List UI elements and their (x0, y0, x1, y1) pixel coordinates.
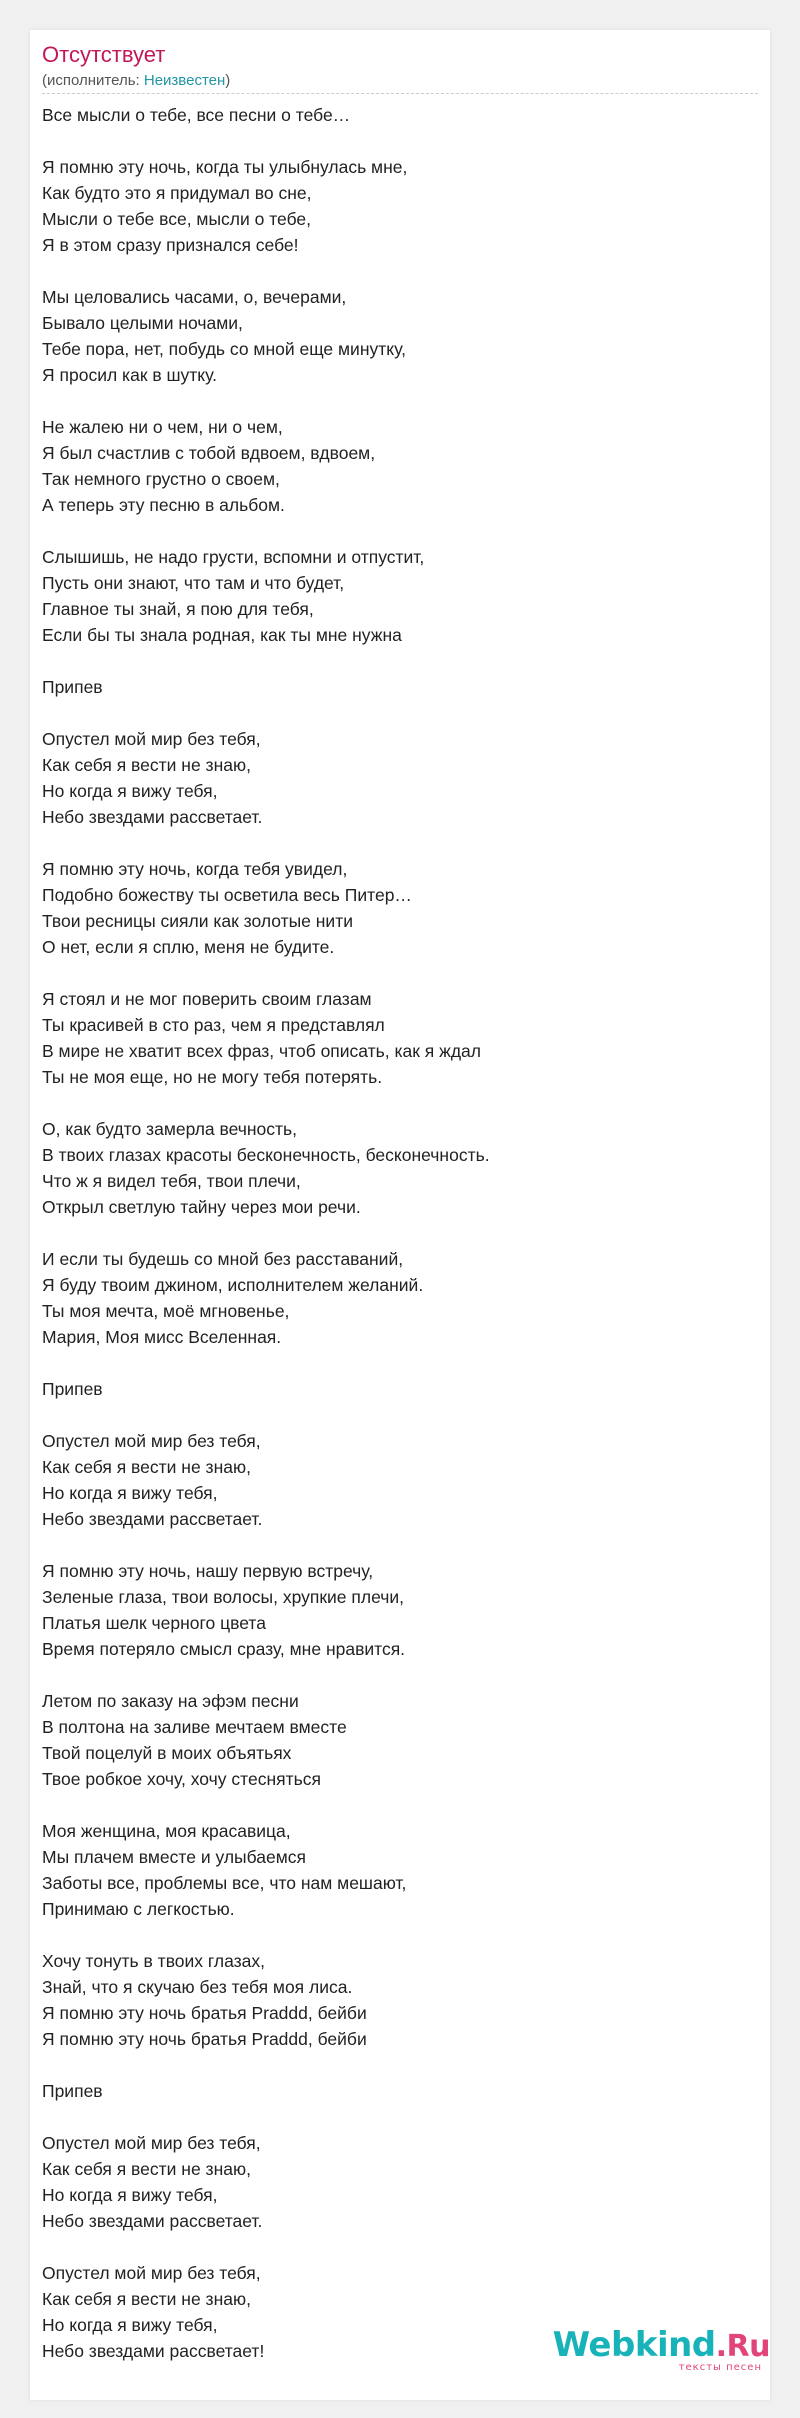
artist-suffix: ) (225, 72, 231, 89)
lyrics-card (30, 30, 770, 2400)
artist-link[interactable]: Неизвестен (143, 72, 226, 89)
song-title: Отсутствует (42, 42, 166, 67)
header-divider (42, 93, 758, 94)
logo-wordmark (552, 2325, 770, 2365)
logo-tagline: тексты песен (678, 2362, 762, 2373)
artist-line (42, 72, 230, 89)
logo-tld: .Ru (715, 2329, 770, 2364)
lyrics-text: Все мысли о тебе, все песни о тебе… Я помню эту ночь, когда ты улыбнулась мне, Как будто это я придумал во сне, Мысли о тебе все, мысли о тебе, Я в этом сразу признался себе! Мы целовались часами, о, вечерами, Бывало целыми ночами, Тебе пора, нет, побудь со мной еще минутку, Я просил как в шутку. Не жалею ни о чем, ни о чем, Я был счастлив с тобой вдвоем, вдвоем, Так немного грустно о своем, А теперь эту песню в альбом. Слышишь, не надо грусти, вспомни и отпустит, Пусть они знают, что там и что будет, Главное ты знай, я пою для тебя, Если бы ты знала родная, как ты мне нужна Припев Опустел мой мир без тебя, Как себя я вести не знаю, Но когда я вижу тебя, Небо звездами рассветает. Я помню эту ночь, когда тебя увидел, Подобно божеству ты осветила весь Питер… Твои ресницы сияли как золотые нити О нет, если я сплю, меня не будите. Я стоял и не мог поверить своим глазам Ты красивей в сто раз, чем я представлял В мире не хватит всех фраз, чтоб описать, как я ждал Ты не моя еще, но не могу тебя потерять. О, как будто замерла вечность, В твоих глазах красоты бесконечность, бесконечность. Что ж я видел тебя, твои плечи, Открыл светлую тайну через мои речи. И если ты будешь со мной без расставаний, Я буду твоим джином, исполнителем желаний. Ты моя мечта, моё мгновенье, Мария, Моя мисс Вселенная. Припев Опустел мой мир без тебя, Как себя я вести не знаю, Но когда я вижу тебя, Небо звездами рассветает. Я помню эту ночь, нашу первую встречу, Зеленые глаза, твои волосы, хрупкие плечи, Платья шелк черного цвета Время потеряло смысл сразу, мне нравится. Летом по заказу на эфэм песни В полтона на заливе мечтаем вместе Твой поцелуй в моих объятьях Твое робкое хочу, хочу стесняться Моя женщина, моя красавица, Мы плачем вместе и улыбаемся Заботы все, проблемы все, что нам мешают, Принимаю с легкостью. Хочу тонуть в твоих глазах, Знай, что я скучаю без тебя моя лиса. Я помню эту ночь братья Praddd, бейби Я помню эту ночь братья Praddd, бейби Припев Опустел мой мир без тебя, Как себя я вести не знаю, Но когда я вижу тебя, Небо звездами рассветает. Опустел мой мир без тебя, Как себя я вести не знаю, Но когда я вижу тебя, Небо звездами рассветает! (42, 105, 490, 2361)
logo-brand: Webkind (552, 2325, 716, 2365)
artist-prefix: (исполнитель: (42, 72, 144, 89)
site-logo[interactable] (552, 2325, 770, 2373)
